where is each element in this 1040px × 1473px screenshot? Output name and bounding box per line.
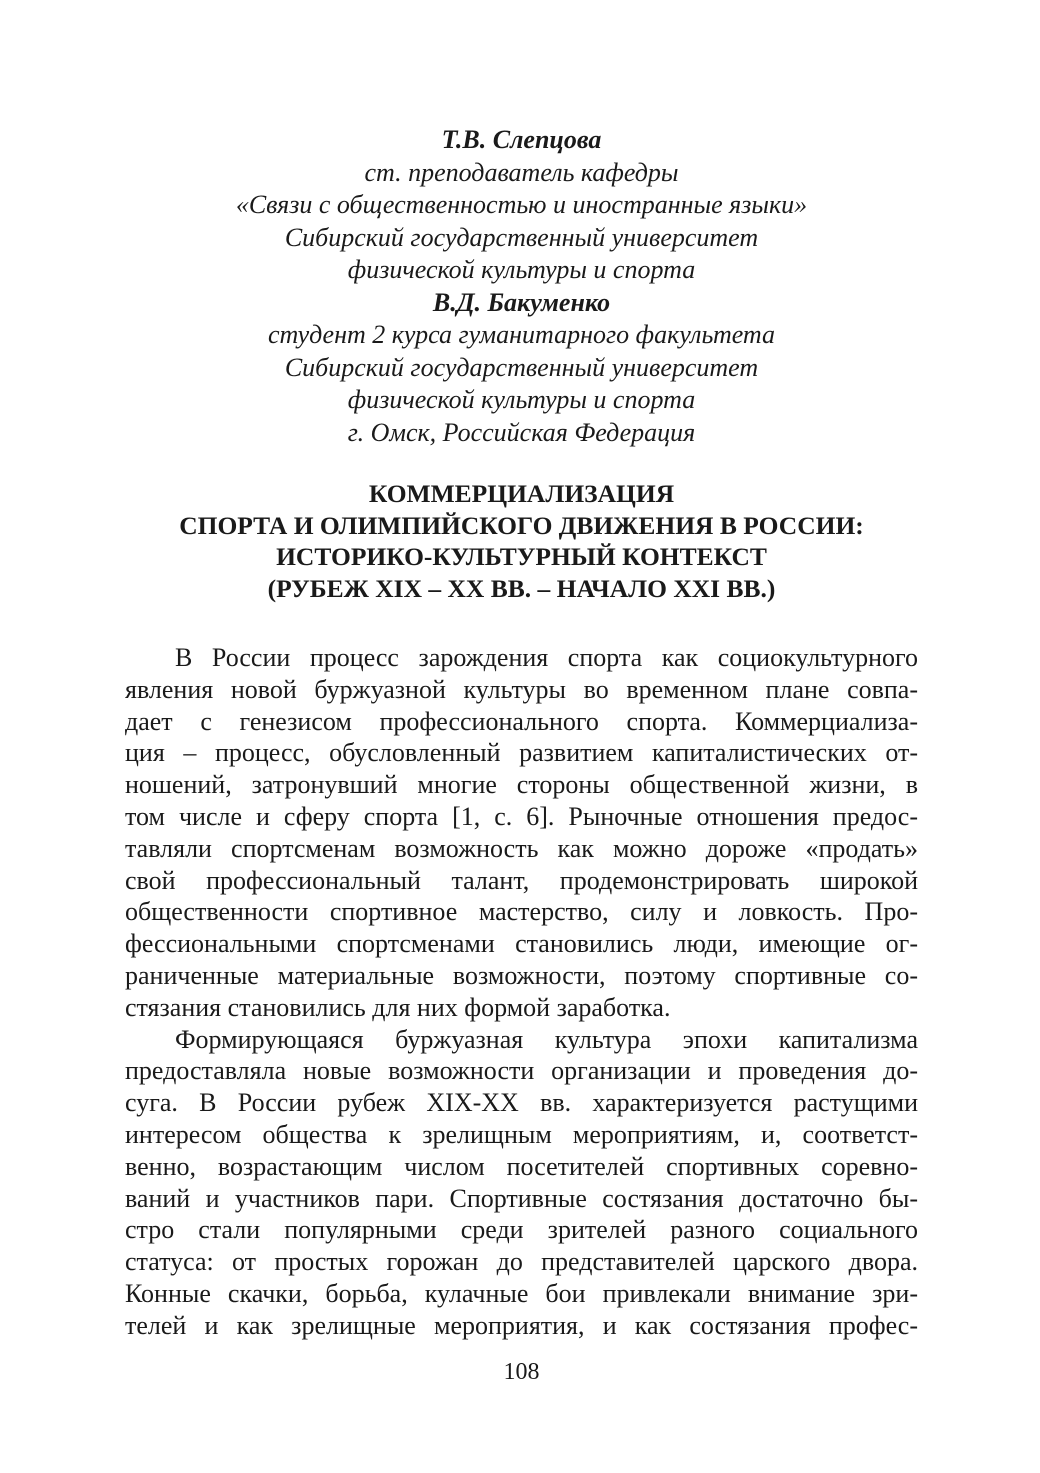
title-line: ИСТОРИКО-КУЛЬТУРНЫЙ КОНТЕКСТ [276,542,767,571]
author-affiliation-line: физической культуры и спорта [347,255,696,284]
author-affiliation-line: Сибирский государственный университет [284,352,759,382]
article-body [125,642,918,1342]
text-line: тавляли спортсменам возможность как можно дороже «продать» [125,833,918,863]
author-affiliation-line: Сибирский государственный университет [284,222,759,252]
author-affiliation-line: г. Омск, Российская Федерация [347,417,696,447]
paragraph [125,1024,918,1342]
text-line: стязания становились для них формой заработка. [125,992,671,1022]
author-affiliation-line: физической культуры и спорта [347,385,696,414]
author-affiliation-line: студент 2 курса гуманитарного факультета [267,320,776,349]
author-block [125,124,918,449]
text-line: стро стали популярными среди зрителей разного социального [125,1215,918,1245]
text-line: предоставляла новые возможности организации и проведения до- [125,1056,918,1086]
text-line: ция – процесс, обусловленный развитием капиталистических от- [125,738,918,768]
article-title [125,478,918,604]
text-line: Конные скачки, борьба, кулачные бои привлекали внимание зри- [125,1278,918,1308]
paragraph [125,642,918,1024]
text-line: В России процесс зарождения спорта как социокультурного [175,643,918,672]
text-line: явления новой буржуазной культуры во временном плане совпа- [125,674,918,704]
author-name: В.Д. Бакуменко [432,287,611,317]
author-name: Т.В. Слепцова [441,125,602,154]
text-line: ношений, затронувший многие стороны общественной жизни, в [125,770,918,800]
text-line: ваний и участников пари. Спортивные состязания достаточно бы- [125,1183,918,1213]
page-number: 108 [503,1359,540,1385]
text-line: статуса: от простых горожан до представителей царского двора. [125,1247,918,1277]
title-line: КОММЕРЦИАЛИЗАЦИЯ [368,479,675,508]
text-line: суга. В России рубеж XIX-XX вв. характеризуется растущими [125,1088,918,1118]
text-line: телей и как зрелищные мероприятия, и как состязания профес- [125,1310,918,1340]
text-line: раниченные материальные возможности, поэтому спортивные со- [125,960,918,990]
text-line: Формирующаяся буржуазная культура эпохи капитализма [175,1024,918,1054]
text-line: венно, возрастающим числом посетителей спортивных соревно- [125,1151,918,1181]
text-line: фессиональными спортсменами становились люди, имеющие ог- [125,929,918,959]
document-page [125,0,918,1473]
text-line: дает с генезисом профессионального спорта. Коммерциализа- [125,706,918,736]
title-line: СПОРТА И ОЛИМПИЙСКОГО ДВИЖЕНИЯ В РОССИИ: [179,510,864,540]
text-line: том числе и сферу спорта [1, с. 6]. Рыночные отношения предос- [125,801,918,831]
text-line: общественности спортивное мастерство, силу и ловкость. Про- [125,897,918,927]
author-affiliation-line: «Связи с общественностью и иностранные языки» [235,190,808,219]
title-line: (РУБЕЖ XIX – XX ВВ. – НАЧАЛО XXI ВВ.) [267,573,776,603]
author-affiliation-line: ст. преподаватель кафедры [364,157,679,187]
text-line: свой профессиональный талант, продемонстрировать широкой [125,865,918,895]
text-line: интересом общества к зрелищным мероприятиям, и, соответст- [125,1119,918,1149]
